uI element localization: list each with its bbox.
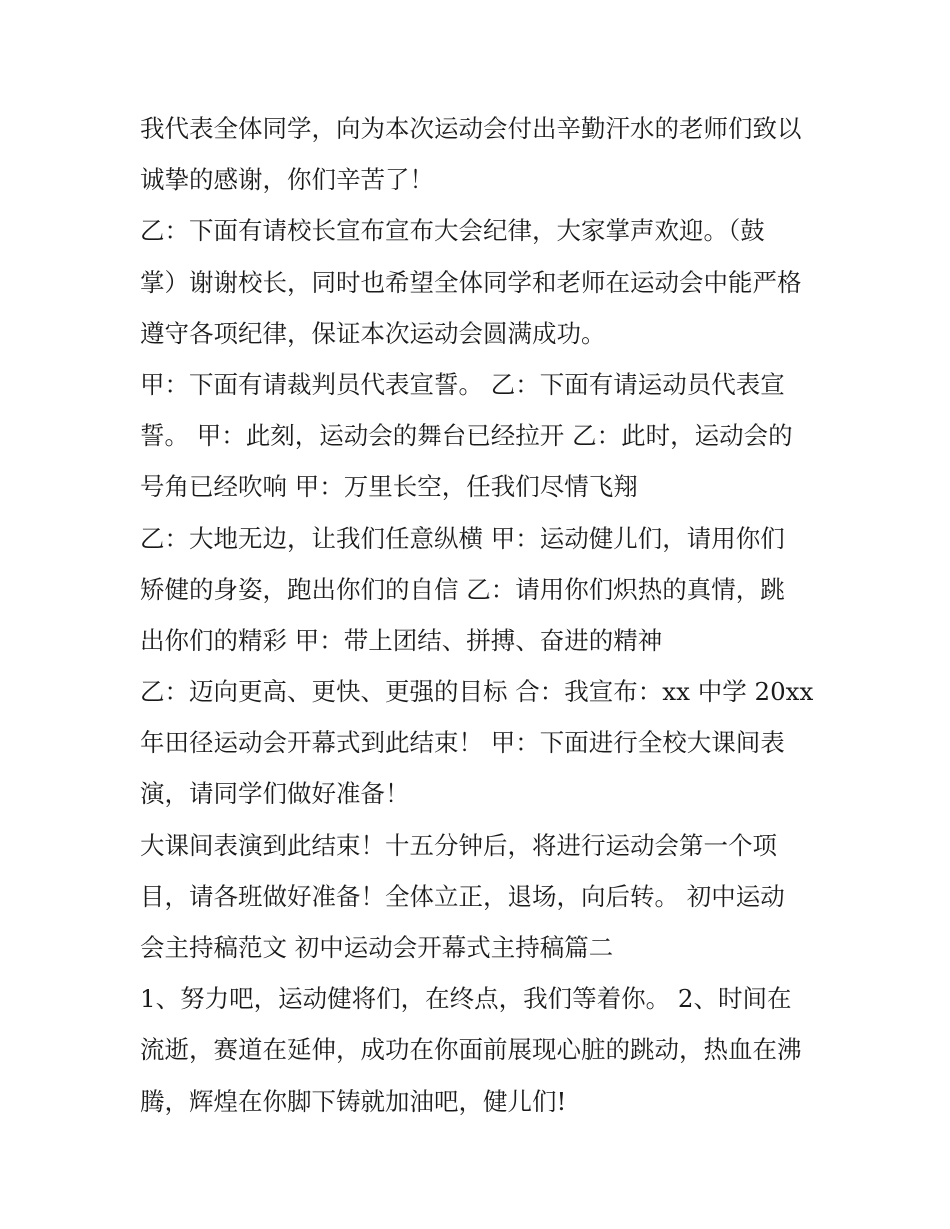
text-line: 1、努力吧，运动健将们，在终点，我们等着你。 2、时间在 <box>140 984 792 1014</box>
document-body <box>140 103 820 1127</box>
text-line: 目，请各班做好准备！全体立正，退场，向后转。 初中运动 <box>140 881 785 911</box>
text-line: 流逝，赛道在延伸，成功在你面前展现心脏的跳动，热血在沸 <box>140 1035 802 1065</box>
text-line: 出你们的精彩 甲：带上团结、拼搏、奋进的精神 <box>140 625 663 655</box>
text-line: 腾，辉煌在你脚下铸就加油吧，健儿们! <box>140 1086 567 1116</box>
text-line: 遵守各项纪律，保证本次运动会圆满成功。 <box>140 318 606 348</box>
text-line: 大课间表演到此结束！十五分钟后，将进行运动会第一个项 <box>140 830 777 860</box>
text-line: 号角已经吹响 甲：万里长空，任我们尽情飞翔 <box>140 472 638 502</box>
text-line: 演，请同学们做好准备！ <box>140 779 410 809</box>
text-line: 誓。 甲：此刻，运动会的舞台已经拉开 乙：此时，运动会的 <box>140 421 793 451</box>
text-line: 乙：迈向更高、更快、更强的目标 合：我宣布：xx 中学 20xx <box>140 677 814 707</box>
text-line: 会主持稿范文 初中运动会开幕式主持稿篇二 <box>140 933 614 962</box>
text-line: 年田径运动会开幕式到此结束！ 甲：下面进行全校大课间表 <box>140 728 785 758</box>
text-line: 乙：大地无边，让我们任意纵横 甲：运动健儿们，请用你们 <box>140 523 785 553</box>
text-line: 乙：下面有请校长宣布宣布大会纪律，大家掌声欢迎。（鼓 <box>140 216 765 246</box>
text-line: 我代表全体同学，向为本次运动会付出辛勤汗水的老师们致以 <box>140 114 802 143</box>
text-line: 矫健的身姿，跑出你们的自信 乙：请用你们炽热的真情，跳 <box>140 574 785 604</box>
text-line: 甲：下面有请裁判员代表宣誓。 乙：下面有请运动员代表宣 <box>140 369 785 399</box>
text-line: 诚挚的感谢，你们辛苦了！ <box>140 165 434 195</box>
text-line: 掌）谢谢校长，同时也希望全体同学和老师在运动会中能严格 <box>140 267 802 297</box>
